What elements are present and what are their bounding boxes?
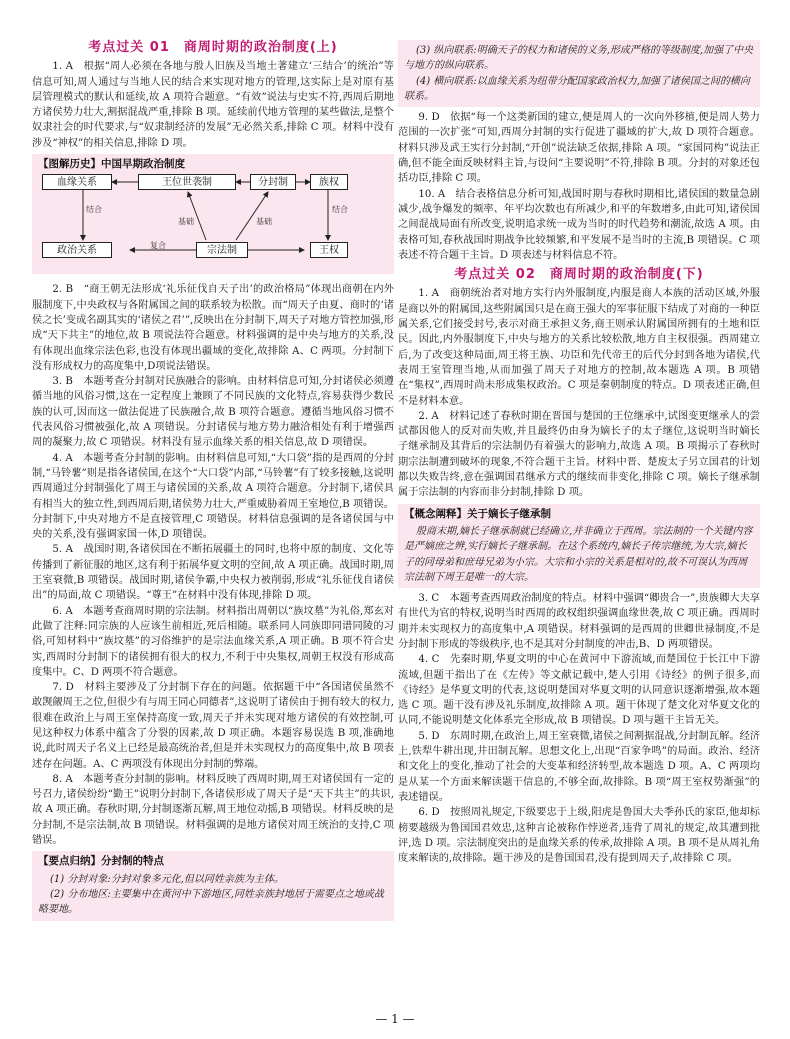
summary-line: (1) 分封对象:分封对象多元化,但以同姓亲族为主体。 (50, 873, 284, 885)
section-title-2: 考点过关 02 商周时期的政治制度(下) (454, 267, 704, 283)
answer-paragraph: 9. D 依据“每一个这类新国的建立,便是周人的一次向外移植,便是周人势力范围的一次扩张”可知,西周分封制的实行促进了疆域的扩大,故 D 项符合题意。材料只涉及武王实行分封制,“开创”说法缺乏依据,排除 A 项。“家国同构”说法正确,但不能全面反映材料主旨,与设问“主要说明”不符,排除 B 项。分封的对象还包括功臣,排除 C 项。 (398, 112, 760, 185)
answer-paragraph: 5. A 战国时期,各诸侯国在不断拓展疆土的同时,也将中原的制度、文化等传播到了新征服的地区,这有利于拓展华夏文明的空间,故 A 项正确。战国时期,周王室衰微,B 项错误。战国时期,诸侯争霸,中央权力被削弱,形成“礼乐征伐自诸侯出”的局面,故 C 项错误。“尊王”在材料中没有体现,排除 D 项。 (32, 544, 394, 602)
concept-box-title: 【概念阐释】关于嫡长子继承制 (404, 507, 551, 520)
answer-paragraph: 1. A 根据“周人必须在各地与殷人旧族及当地土著建立‘三结合’的统治”等信息可知,周人通过与当地人民的结合来实现对地方的管理,这实际上是对原有基层管理模式的默认和延续,故 A 项符合题意。“有效”说法与史实不符,西周后期地方诸侯势力壮大,割据混战严重,排除 B 项。延续前代地方管理的某些做法,是整个奴隶社会的时代要求,与“奴隶制经济的发展”无必然关系,排除 C 项。材料中没有涉及“神权”的相关信息,排除 D 项。 (32, 61, 394, 149)
summary-line: (3) 纵向联系:明确天子的权力和诸侯的义务,形成严格的等级制度,加强了中央与地方的纵向联系。 (404, 45, 754, 72)
section-title-1: 考点过关 01 商周时期的政治制度(上) (88, 40, 338, 55)
answer-paragraph: 2. B “商王朝无法形成‘礼乐征伐自天子出’的政治格局”体现出商朝在内外服制度下,中央政权与各附属国之间的联系较为松散。而“周天子由夏、商时的‘诸侯之长’变成名副其实的‘诸侯之君’”,反映出在分封制下,周天子对地方管控加强,形成“天下共主”的地位,故 B 项说法符合题意。材料强调的是中央与地方的关系,没有体现出血缘宗法色彩,也没有体现出疆域的变化,故排除 A、C 两项。分封制下没有形成权力的高度集中,D项说法错误。 (32, 284, 394, 372)
node-patriarchal-system: 宗法制 (196, 242, 248, 258)
summary-line: (4) 横向联系:以血缘关系为纽带分配国家政治权力,加强了诸侯国之间的横向联系。 (404, 75, 750, 102)
edge-label: 基础 (178, 217, 194, 227)
node-enfeoffment: 分封制 (250, 174, 296, 190)
right-column (398, 40, 760, 866)
answer-paragraph: 1. A 商朝统治者对地方实行内外服制度,内服是商人本族的活动区域,外服是商以外的附属国,这些附属国只是在商王强大的军事征服下结成了对商的一种臣属关系,它们接受封号,表示对商王承担义务,商王则承认附属国所拥有的土地和臣民。因此,内外服制度下,中央与地方的关系比较松散,地方自主权很强。西周建立后,为了改变这种局面,周王将王族、功臣和先代帝王的后代分封到各地为诸侯,代表周王室管理当地,从而加强了周天子对地方的控制,故本题选 A 项。B 项错在“集权”,西周时尚未形成集权政治。C 项是秦朝制度的特点。D 项表述正确,但不是材料本意。 (398, 288, 760, 407)
answer-paragraph: 8. A 本题考查分封制的影响。材料反映了西周时期,周王对诸侯国有一定的号召力,诸侯纷纷“勤王”说明分封制下,各诸侯形成了周天子是“天下共主”的共识,故 A 项正确。春秋时期,分封制逐渐瓦解,周王地位动摇,B 项错误。材料反映的是分封制,不是宗法制,故 B 项错误。材料强调的是地方诸侯对周王统治的支持,C 项错误。 (32, 773, 394, 847)
answer-paragraph: 3. B 本题考查分封制对民族融合的影响。由材料信息可知,分封诸侯必须遵循当地的风俗习惯,这在一定程度上兼顾了不同民族的文化特点,容易获得少数民族的认可,因而这一做法促进了民族融合,故 B 项符合题意。遵循当地风俗习惯不代表风俗习惯被强化,故 A 项错误。分封诸侯与地方势力融洽相处有利于增强西周的凝聚力,故 C 项错误。材料没有显示血缘关系的相关信息,故 D 项错误。 (32, 376, 394, 449)
node-clan-power: 族权 (310, 174, 348, 190)
answer-paragraph: 2. A 材料记述了春秋时期在晋国与楚国的王位继承中,试图变更继承人的尝试都因他人的反对而失败,并且最终仍由身为嫡长子的太子继位,这说明当时嫡长子继承制及其背后的宗法制仍有着强大的影响力,故选 A 项。B 项揭示了春秋时期宗法制遭到破坏的现象,不符合题干主旨。材料中晋、楚废太子另立国君的计划都以失败告终,意在强调国君继承方式的继续而非变化,排除 C 项。嫡长子继承制属于宗法制的内容而非分封制,排除 D 项。 (398, 410, 760, 499)
diagram-box-title: 【图解历史】中国早期政治制度 (38, 158, 185, 171)
summary-box (32, 851, 394, 920)
summary-box-continued (398, 40, 760, 107)
concept-box (398, 504, 760, 588)
answer-paragraph: 5. D 东周时期,在政治上,周王室衰微,诸侯之间割据混战,分封制瓦解。经济上,铁犁牛耕出现,井田制瓦解。思想文化上,出现“百家争鸣”的局面。政治、经济和文化上的变化,推动了社会的大变革和经济转型,故本题选 D 项。A、C 两项均是从某一个方面来解读题干信息的,不够全面,故排除。B 项“周王室权势渐强”的表述错误。 (398, 730, 760, 803)
left-column (32, 40, 394, 924)
node-blood-relation: 血缘关系 (42, 174, 112, 190)
diagram-box (32, 154, 394, 274)
node-royal-power: 王权 (310, 242, 348, 258)
edge-label: 基础 (256, 217, 272, 227)
answer-paragraph: 10. A 结合表格信息分析可知,战国时期与春秋时期相比,诸侯国的数量急剧减少,战争爆发的频率、年平均次数也有所减少,和平的年数增多,由此可知,诸侯国之间混战局面有所改变,说明追求统一成为当时的时代趋势和潮流,故选 A 项。由表格可知,春秋战国时期战争比较频繁,和平发展不是当时的主流,B 项错误。C 项表述不符合题干主旨。D 项表述与材料信息不符。 (398, 188, 760, 261)
node-political-relation: 政治关系 (42, 242, 112, 258)
answer-paragraph: 7. D 材料主要涉及了分封制下存在的问题。依据题干中“各国诸侯虽然不敢觊觎周王之位,但很少有与周王同心同德者”,这说明了诸侯由于拥有较大的权力,很难在政治上与周王室保持高度一致,周天子并未实现对地方诸侯的有效控制,可见这种权力体系中蕴含了分裂的因素,故 D 项正确。本题容易误选 B 项,准确地说,此时周天子名义上已经是最高统治者,但是并未实现权力的高度集中,故 B 项表述存在问题。A、C 两项没有体现出分封制的弊端。 (32, 682, 394, 770)
answer-paragraph: 4. C 先秦时期,华夏文明的中心在黄河中下游流域,而楚国位于长江中下游流域,但题干指出了在《左传》等文献记载中,楚人引用《诗经》的例子很多,而《诗经》是华夏文明的代表,这说明楚国对华夏文明的认同意识逐渐增强,故本题选 C 项。题干没有涉及礼乐制度,故排除 A 项。题干体现了楚文化对华夏文化的认同,不能说明楚文化体系完全形成,故 B 项错误。D 项与题干主旨无关。 (398, 654, 760, 727)
answer-paragraph: 6. A 本题考查商周时期的宗法制。材料指出周朝以“族坟墓”为礼俗,郑玄对此做了注释:同宗族的人应该生前相近,死后相随。联系同人同族即同谱同陵的习俗,可知材料中“族坟墓”的习俗维护的是宗法血缘关系,A 项正确。B 项不符合史实,西周时分封制下的诸侯拥有很大的权力,不利于中央集权,周朝王权没有形成高度集中。C、D 两项不符合题意。 (32, 605, 394, 678)
answer-paragraph: 4. A 本题考查分封制的影响。由材料信息可知,“大口袋”指的是西周的分封制,“马铃薯”则是指各诸侯国,在这个“大口袋”内部,“马铃薯”有了较多接触,这说明西周通过分封制强化了周王与诸侯国的关系,故 A 项符合题意。分封制下,诸侯具有相当大的独立性,到西周后期,诸侯势力壮大,严重威胁着周王室地位,B 项错误。分封制下,中央对地方不是直接管理,C 项错误。材料信息强调的是各诸侯国与中央的关系,没有强调家国一体,D 项错误。 (32, 452, 394, 541)
edge-label: 结合 (332, 205, 348, 215)
concept-text: 殷商末期,嫡长子继承制就已经确立,并非确立于西周。宗法制的一个关键内容是严嫡庶之辨,实行嫡长子继承制。在这个系统内,嫡长子传宗继统,为大宗,嫡长子的同母弟和庶母兄弟为小宗。大宗和小宗的关系是相对的,故不可误认为西周宗法制下周王是唯一的大宗。 (404, 525, 753, 583)
summary-line: (2) 分布地区:主要集中在黄河中下游地区,同姓亲族封地居于需要点之地或战略要地。 (38, 888, 384, 916)
node-hereditary-throne: 王位世袭制 (138, 174, 236, 190)
answer-paragraph: 6. D 按照周礼规定,下级要忠于上级,阳虎是鲁国大夫季孙氏的家臣,他却标榜要越级为鲁国国君效忠,这种言论被称作悖逆者,违背了周礼的规定,故其遭到批评,选 D 项。宗法制度突出的是血缘关系的传承,故排除 A 项。B 项不是从周礼角度来解读的,故排除。题干涉及的是鲁国国君,没有提到周天子,故排除 C 项。 (398, 807, 760, 865)
political-system-diagram (38, 174, 388, 274)
summary-box-title: 【要点归纳】分封制的特点 (38, 855, 164, 868)
answer-paragraph: 3. C 本题考查西周政治制度的特点。材料中强调“卿贵合一”,贵族卿大夫享有世代为官的特权,说明当时西周的政权组织强调血缘世袭,故 C 项正确。西周时期并未实现权力的高度集中,A 项错误。材料强调的是西周的世卿世禄制度,不是分封制下形成的等级秩序,也不是其对分封制度的冲击,B、D 两项错误。 (398, 593, 760, 650)
page-number: — 1 — (375, 1012, 415, 1026)
edge-label: 复合 (150, 241, 166, 251)
edge-label: 结合 (86, 205, 102, 215)
